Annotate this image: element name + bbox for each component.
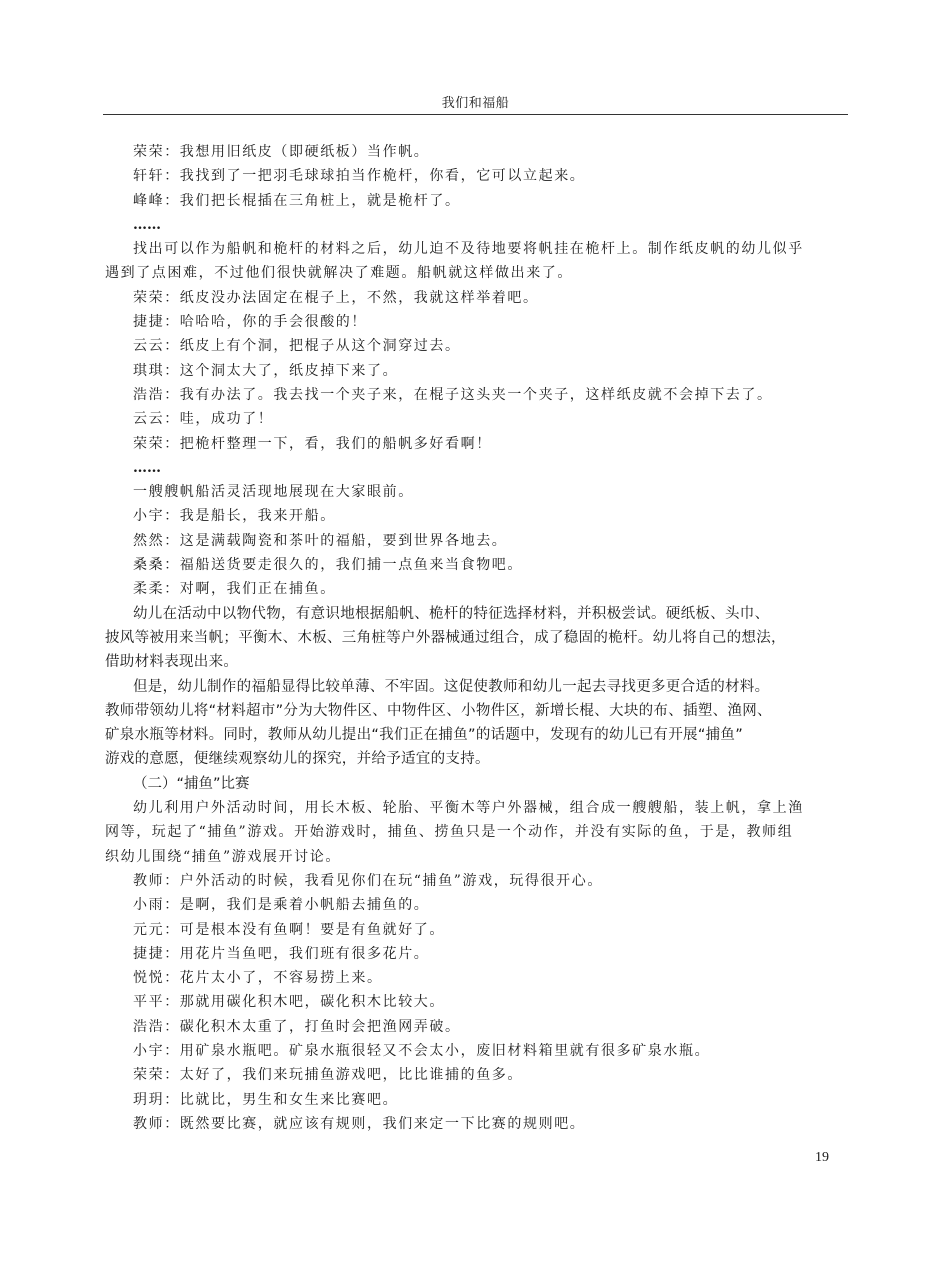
dialogue-line: 琪琪：这个洞太大了，纸皮掉下来了。 <box>133 362 399 379</box>
paragraph-line: 教师带领幼儿将“材料超市”分为大物件区、中物件区、小物件区，新增长棍、大块的布、插塑、渔网、 <box>105 702 772 719</box>
dialogue-line: 悦悦：花片太小了，不容易捞上来。 <box>133 970 383 987</box>
page-number: 19 <box>815 1150 829 1165</box>
paragraph-line: 网等，玩起了“捕鱼”游戏。开始游戏时，捕鱼、捞鱼只是一个动作，并没有实际的鱼，于是，教师组 <box>105 824 794 841</box>
paragraph-line: 矿泉水瓶等材料。同时，教师从幼儿提出“我们正在捕鱼”的话题中，发现有的幼儿已有开展“捕鱼” <box>105 727 744 744</box>
dialogue-line: 平平：那就用碳化积木吧，碳化积木比较大。 <box>133 994 445 1011</box>
header-rule <box>103 114 848 115</box>
paragraph-line: 借助材料表现出来。 <box>105 654 239 671</box>
dialogue-line: 捷捷：用花片当鱼吧，我们班有很多花片。 <box>133 945 430 962</box>
dialogue-line: 教师：户外活动的时候，我看见你们在玩“捕鱼”游戏，玩得很开心。 <box>133 872 603 889</box>
paragraph-line: 找出可以作为船帆和桅杆的材料之后，幼儿迫不及待地要将帆挂在桅杆上。制作纸皮帆的幼儿似乎 <box>133 241 804 258</box>
paragraph-line: 幼儿利用户外活动时间，用长木板、轮胎、平衡木等户外器械，组合成一艘艘船，装上帆，拿上渔 <box>133 800 804 817</box>
dialogue-line: 峰峰：我们把长棍插在三角桩上，就是桅杆了。 <box>133 192 461 209</box>
dialogue-line: 桑桑：福船送货要走很久的，我们捕一点鱼来当食物吧。 <box>133 557 523 574</box>
dialogue-line: 元元：可是根本没有鱼啊！要是有鱼就好了。 <box>133 921 445 938</box>
dialogue-line: 然然：这是满载陶瓷和茶叶的福船，要到世界各地去。 <box>133 532 508 549</box>
paragraph-line: 游戏的意愿，便继续观察幼儿的探究，并给予适宜的支持。 <box>105 751 490 768</box>
dialogue-line: 玥玥：比就比，男生和女生来比赛吧。 <box>133 1091 399 1108</box>
dialogue-line: 柔柔：对啊，我们正在捕鱼。 <box>133 581 336 598</box>
dialogue-line: 小宇：我是船长，我来开船。 <box>133 508 336 525</box>
ellipsis-line: …… <box>133 459 161 476</box>
section-heading: （二）“捕鱼”比赛 <box>133 775 250 792</box>
paragraph-line: 披风等被用来当帆；平衡木、木板、三角桩等户外器械通过组合，成了稳固的桅杆。幼儿将自己的想法， <box>105 629 786 646</box>
dialogue-line: 荣荣：太好了，我们来玩捕鱼游戏吧，比比谁捕的鱼多。 <box>133 1067 523 1084</box>
ellipsis-line: …… <box>133 216 161 233</box>
dialogue-line: 浩浩：碳化积木太重了，打鱼时会把渔网弄破。 <box>133 1018 461 1035</box>
paragraph-line: 幼儿在活动中以物代物，有意识地根据船帆、桅杆的特征选择材料，并积极尝试。硬纸板、头巾、 <box>133 605 770 622</box>
dialogue-line: 云云：纸皮上有个洞，把棍子从这个洞穿过去。 <box>133 338 461 355</box>
dialogue-line: 小雨：是啊，我们是乘着小帆船去捕鱼的。 <box>133 897 430 914</box>
dialogue-line: 一艘艘帆船活灵活现地展现在大家眼前。 <box>133 484 414 501</box>
body-text <box>105 140 849 1136</box>
running-header: 我们和福船 <box>441 96 510 111</box>
dialogue-line: 教师：既然要比赛，就应该有规则，我们来定一下比赛的规则吧。 <box>133 1115 586 1132</box>
dialogue-line: 云云：哇，成功了！ <box>133 411 274 428</box>
dialogue-line: 荣荣：纸皮没办法固定在棍子上，不然，我就这样举着吧。 <box>133 289 539 306</box>
dialogue-line: 轩轩：我找到了一把羽毛球球拍当作桅杆，你看，它可以立起来。 <box>133 168 586 185</box>
dialogue-line: 小宇：用矿泉水瓶吧。矿泉水瓶很轻又不会太小，废旧材料箱里就有很多矿泉水瓶。 <box>133 1042 711 1059</box>
paragraph-line: 织幼儿围绕“捕鱼”游戏展开讨论。 <box>105 848 341 865</box>
dialogue-line: 浩浩：我有办法了。我去找一个夹子来，在棍子这头夹一个夹子，这样纸皮就不会掉下去了。 <box>133 386 773 403</box>
dialogue-line: 荣荣：把桅杆整理一下，看，我们的船帆多好看啊！ <box>133 435 492 452</box>
dialogue-line: 捷捷：哈哈哈，你的手会很酸的！ <box>133 314 367 331</box>
paragraph-line: 遇到了点困难，不过他们很快就解决了难题。船帆就这样做出来了。 <box>105 265 573 282</box>
paragraph-line: 但是，幼儿制作的福船显得比较单薄、不牢固。这促使教师和幼儿一起去寻找更多更合适的材料。 <box>133 678 770 695</box>
dialogue-line: 荣荣：我想用旧纸皮（即硬纸板）当作帆。 <box>133 144 430 160</box>
